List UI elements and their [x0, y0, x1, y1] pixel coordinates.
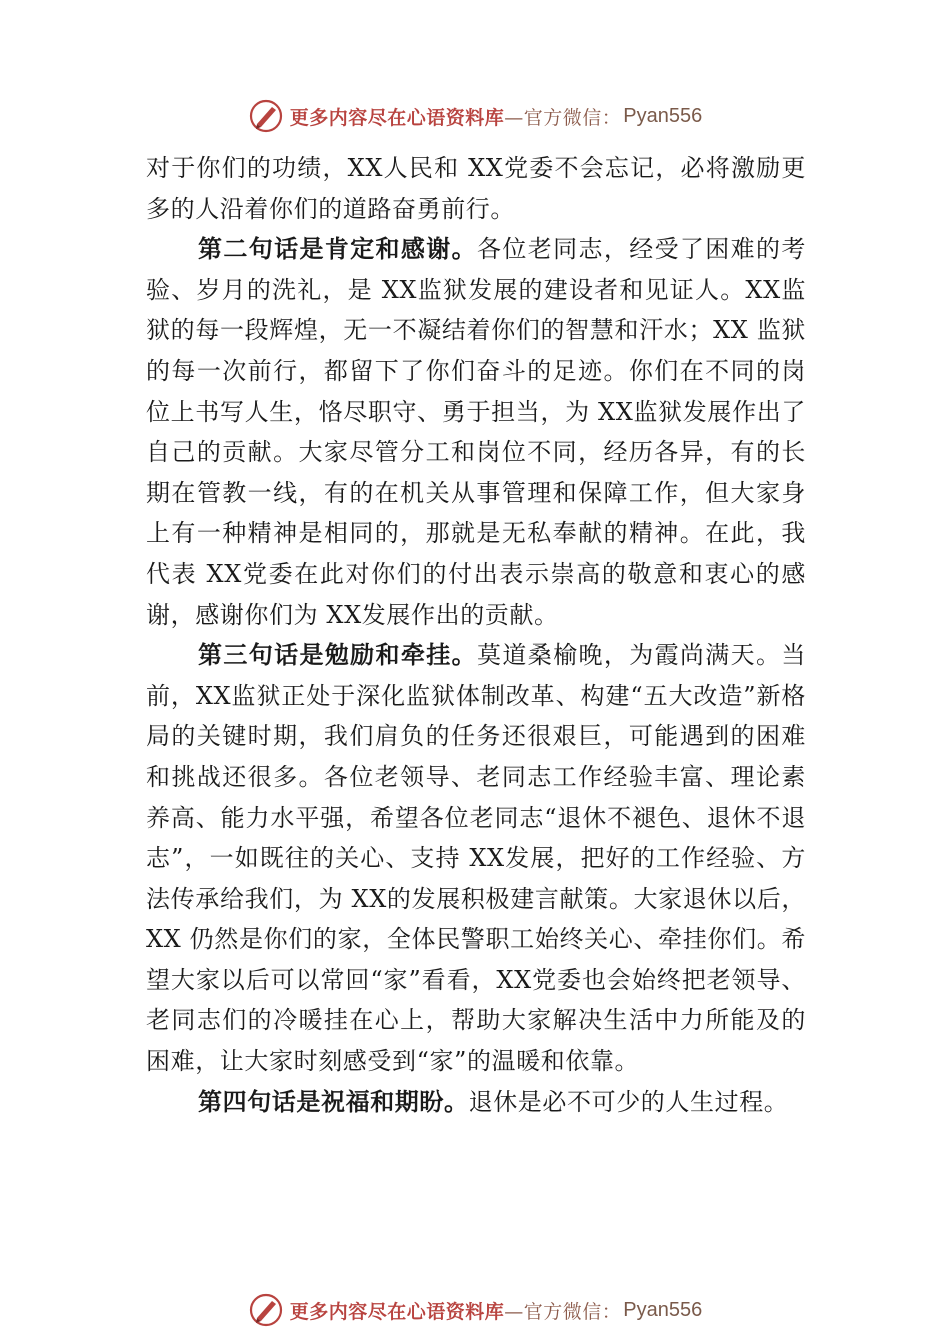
paragraph-4	[146, 1082, 806, 1123]
header-banner	[0, 94, 950, 138]
pen-logo-icon	[248, 98, 284, 134]
paragraph-2-text: 各位老同志，经受了困难的考验、岁月的洗礼，是 XX监狱发展的建设者和见证人。XX监狱的每一段辉煌，无一不凝结着你们的智慧和汗水；XX 监狱的每一次前行，都留下了你们奋斗的足迹。你们在不同的岗位上书写人生，恪尽职守、勇于担当，为 XX监狱发展作出了自己的贡献。大家尽管分工和岗位不同，经历各异，有的长期在管教一线，有的在机关从事管理和保障工作，但大家身上有一种精神是相同的，那就是无私奉献的精神。在此，我代表 XX党委在此对你们的付出表示崇高的敬意和衷心的感谢，感谢你们为 XX发展作出的贡献。	[146, 235, 806, 629]
paragraph-2-heading: 第二句话是肯定和感谢。	[198, 235, 478, 264]
paragraph-1	[146, 148, 806, 229]
document-body	[146, 148, 806, 1122]
banner-separator: —官方微信：	[504, 1300, 622, 1323]
paragraph-3	[146, 635, 806, 1082]
paragraph-3-text: 莫道桑榆晚，为霞尚满天。当前，XX监狱正处于深化监狱体制改革、构建“五大改造”新格局的关键时期，我们肩负的任务还很艰巨，可能遇到的困难和挑战还很多。各位老领导、老同志工作经验丰富、理论素养高、能力水平强，希望各位老同志“退休不褪色、退休不退志”，一如既往的关心、支持 XX发展，把好的工作经验、方法传承给我们，为 XX的发展积极建言献策。大家退休以后，XX 仍然是你们的家，全体民警职工始终关心、牵挂你们。希望大家以后可以常回“家”看看，XX党委也会始终把老领导、老同志们的冷暖挂在心上，帮助大家解决生活中力所能及的困难，让大家时刻感受到“家”的温暖和依靠。	[146, 641, 806, 1076]
paragraph-4-text: 退休是必不可少的人生过程。	[468, 1087, 789, 1116]
paragraph-3-heading: 第三句话是勉励和牵挂。	[198, 641, 478, 670]
footer-banner	[0, 1288, 950, 1332]
banner-title: 更多内容尽在心语资料库	[289, 1300, 505, 1323]
banner-wechat-id: Pyan556	[623, 1298, 703, 1321]
paragraph-2	[146, 229, 806, 635]
paragraph-4-heading: 第四句话是祝福和期盼。	[198, 1087, 469, 1116]
banner-separator: —官方微信：	[504, 106, 622, 129]
banner-title: 更多内容尽在心语资料库	[289, 106, 505, 129]
banner-wechat-id: Pyan556	[623, 104, 703, 127]
pen-logo-icon	[248, 1292, 284, 1328]
paragraph-1-text: 对于你们的功绩，XX人民和 XX党委不会忘记，必将激励更多的人沿着你们的道路奋勇前行。	[146, 154, 806, 223]
